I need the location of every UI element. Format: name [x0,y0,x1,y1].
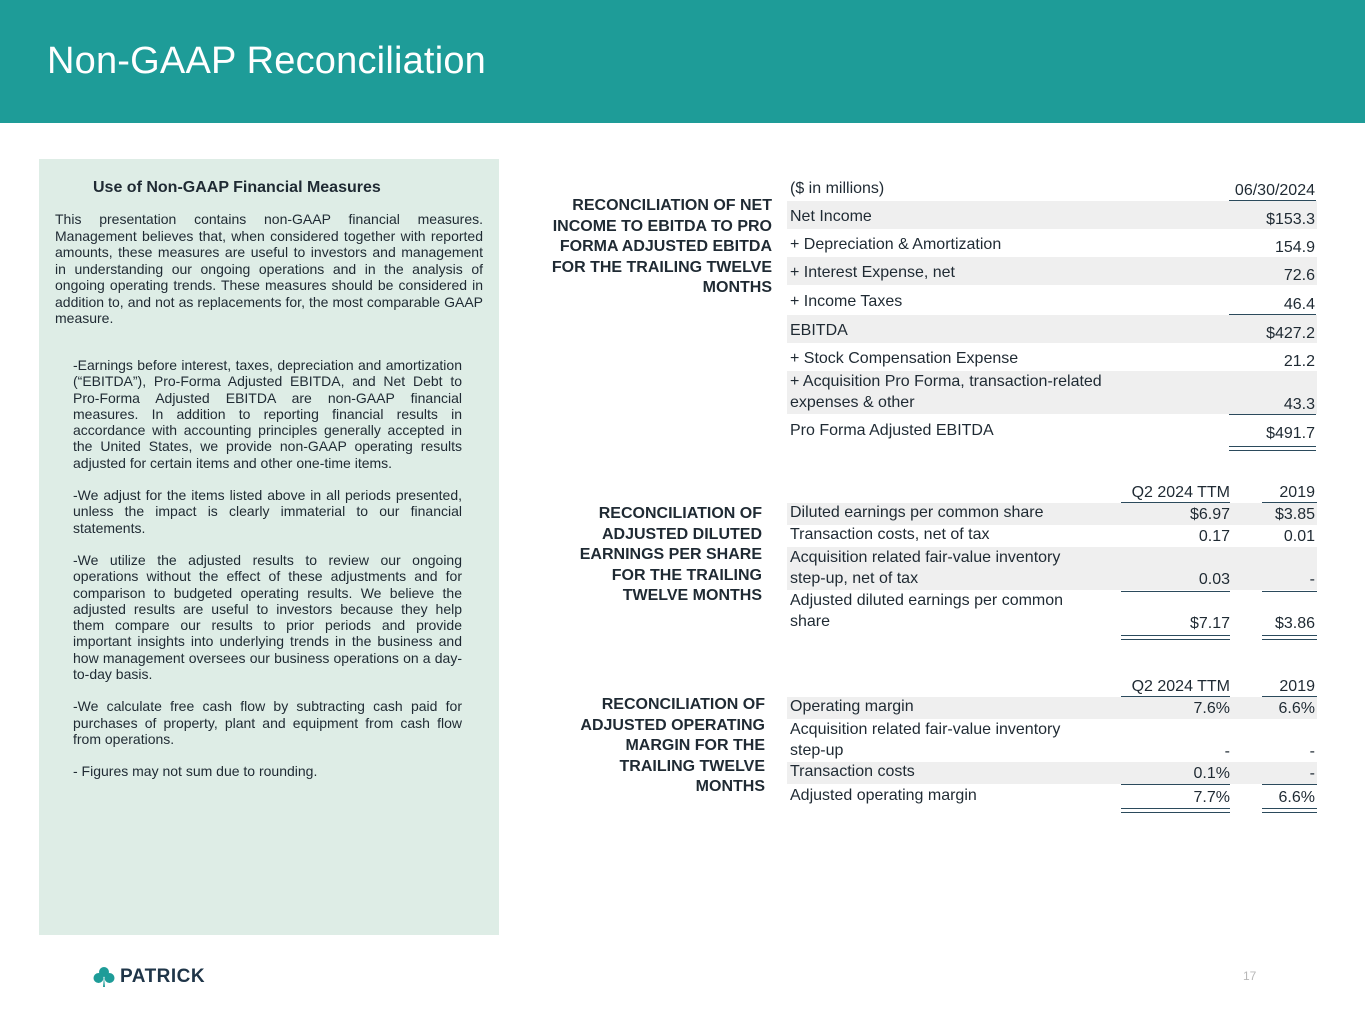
table-row: Transaction costs, net of tax 0.17 0.01 [790,526,1315,545]
double-underline [1121,635,1230,636]
table-row: Transaction costs 0.1% - [787,762,1317,784]
table-header-row [787,481,1317,503]
section-label-eps: RECONCILIATION OF ADJUSTED DILUTED EARNINGS PER SHARE FOR THE TRAILING TWELVE MONTHS [579,505,762,604]
non-gaap-info-panel [39,159,499,935]
double-underline [1121,808,1230,809]
table-row: + Depreciation & Amortization 154.9 [790,236,1315,256]
shamrock-leaf [105,973,115,983]
panel-title: Use of Non-GAAP Financial Measures [93,179,381,196]
unit-label: ($ in millions) [790,180,885,197]
column-header-2019: 2019 [1279,484,1315,501]
double-underline [1262,635,1317,636]
table-row: Net Income $153.3 [787,201,1317,229]
panel-bullets [73,357,462,796]
table-row-subtotal: EBITDA $427.2 [787,315,1317,343]
table-row-total: Adjusted diluted earnings per common share $7.17 $3.86 [790,592,1315,632]
page-title: Non-GAAP Reconciliation [47,40,487,82]
column-header-q2-2024-ttm: Q2 2024 TTM [1131,484,1230,501]
double-underline [1229,446,1316,447]
column-header-date: 06/30/2024 [1234,182,1315,199]
double-underline [1121,812,1230,813]
double-underline [1262,812,1317,813]
table-row-total: Pro Forma Adjusted EBITDA $491.7 [790,422,1315,442]
table-row-total: Adjusted operating margin 7.7% 6.6% [790,787,1315,806]
title-banner [0,0,1365,123]
column-header-2019: 2019 [1279,678,1315,695]
table-row: Acquisition related fair-value inventory step-up - - [790,721,1315,760]
shamrock-leaf [94,973,104,983]
table-row: + Stock Compensation Expense 21.2 [790,350,1315,370]
table-row: + Income Taxes 46.4 [790,293,1315,313]
bullet-rounding: - Figures may not sum due to rounding. [73,763,318,780]
double-underline [1262,639,1317,640]
section-label-ebitda: RECONCILIATION OF NET INCOME TO EBITDA TO PRO FORMA ADJUSTED EBITDA FOR THE TRAILING TWELVE MONTHS [551,197,772,296]
section-label-operating-margin: RECONCILIATION OF ADJUSTED OPERATING MARGIN FOR THE TRAILING TWELVE MONTHS [580,696,765,795]
column-header-q2-2024-ttm: Q2 2024 TTM [1131,678,1230,695]
table-row: Acquisition related fair-value inventory step-up, net of tax 0.03 - [787,547,1317,590]
double-underline [1229,450,1316,451]
table-row: Diluted earnings per common share $6.97 $3.85 [787,503,1317,525]
page-number: 17 [1243,969,1257,983]
bullet-periods: -We adjust for the items listed above in all periods presented, unless the impact is clearly immaterial to our financial statements. [73,487,462,536]
panel-intro: This presentation contains non-GAAP financial measures. Management believes that, when considered together with reported amounts, these measures are useful to investors and management in understanding our ongoing operations and in the analysis of ongoing operating trends. These measures should be considered in addition to, and not as replacements for, the most comparable GAAP measure. [55,211,483,326]
double-underline [1121,639,1230,640]
bullet-free-cash-flow: -We calculate free cash flow by subtracting cash paid for purchases of property, plant and equipment from cash flow from operations. [73,698,462,747]
bullet-ebitda: -Earnings before interest, taxes, depreciation and amortization (“EBITDA”), Pro-Forma Adjusted EBITDA, and Net Debt to Pro-Forma Adjusted EBITDA are non-GAAP financial measures. In addition to reporting financial results in accordance with accounting principles generally accepted in the United States, we provide non-GAAP operating results adjusted for certain items and other one-time items. [73,357,462,471]
table-row: Operating margin 7.6% 6.6% [787,697,1317,719]
table-header-row [787,178,1317,200]
table-row: + Acquisition Pro Forma, transaction-related expenses & other 43.3 [787,371,1317,414]
table-header-row [787,675,1317,697]
logo-text: PATRICK [120,966,206,987]
shamrock-icon [93,966,115,988]
table-row: + Interest Expense, net 72.6 [787,257,1317,285]
bullet-adjusted-results: -We utilize the adjusted results to review our ongoing operations without the effect of these adjustments and for comparison to budgeted operating results. We believe the adjusted results are useful to investors because they help them compare our results to prior periods and provide important insights into underlying trends in the business and how management oversees our business operations on a day-to-day basis. [73,551,462,683]
double-underline [1262,808,1317,809]
